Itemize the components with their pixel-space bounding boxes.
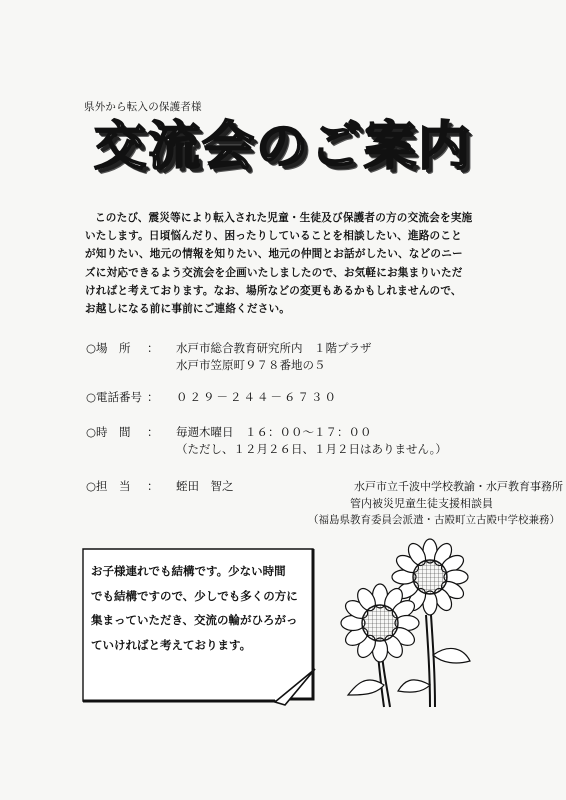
phone-colon: ：	[147, 390, 159, 404]
intro-paragraph	[85, 209, 505, 318]
note-line: でも結構ですので、少しでも多くの方に	[91, 588, 298, 603]
place-colon: ：	[147, 341, 159, 355]
note-text	[91, 559, 313, 657]
note-line: ていければと考えております。	[91, 637, 252, 652]
recipient-line: 県外から転入の保護者様	[84, 101, 202, 113]
staff-name: 蛭田 智之	[176, 479, 234, 493]
phone-number: ０２９－２４４－６７３０	[176, 390, 338, 404]
place-label: ○場 所	[86, 341, 131, 355]
staff-role-2: 管内被災児童生徒支援相談員	[350, 497, 493, 510]
intro-line: ければと考えております。なお、場所などの変更もあるかもしれませんので、	[85, 284, 462, 297]
time-label: ○時 間	[86, 425, 131, 439]
note-line: お子様連れでも結構です。少ない時間	[91, 564, 286, 578]
place-line2: 水戸市笠原町９７８番地の５	[176, 358, 326, 372]
sunflower-icon	[318, 535, 478, 710]
time-line2: （ただし、１２月２６日、１月２日はありません。）	[176, 442, 447, 456]
intro-line: お越しになる前に事前にご連絡ください。	[85, 303, 291, 316]
staff-colon: ：	[147, 479, 159, 493]
phone-label: ○電話番号	[86, 390, 143, 404]
intro-line: が知りたい、地元の情報を知りたい、地元の仲間とお話がしたい、などのニー	[85, 248, 463, 261]
time-line1: 毎週木曜日 １６：００～１７：００	[176, 425, 372, 439]
place-line1: 水戸市総合教育研究所内 １階プラザ	[176, 341, 372, 355]
note-box	[79, 545, 315, 703]
intro-line: ズに対応できるよう交流会を企画いたしましたので、お気軽にお集まりいただ	[85, 266, 463, 279]
intro-line: このたび、震災等により転入された児童・生徒及び保護者の方の交流会を実施	[95, 212, 473, 224]
staff-label: ○担 当	[86, 479, 131, 493]
staff-role-3: （福島県教育委員会派遣・古殿町立古殿中学校兼務）	[308, 514, 560, 526]
staff-role-1: 水戸市立千波中学校教諭・水戸教育事務所	[354, 480, 563, 493]
time-colon: ：	[147, 425, 159, 439]
intro-line: いたします。日頃悩んだり、困ったりしていることを相談したい、進路のこと	[85, 230, 462, 243]
note-line: 集まっていただき、交流の輪がひろがっ	[91, 613, 298, 627]
page-title: 交流会のご案内	[93, 117, 472, 177]
